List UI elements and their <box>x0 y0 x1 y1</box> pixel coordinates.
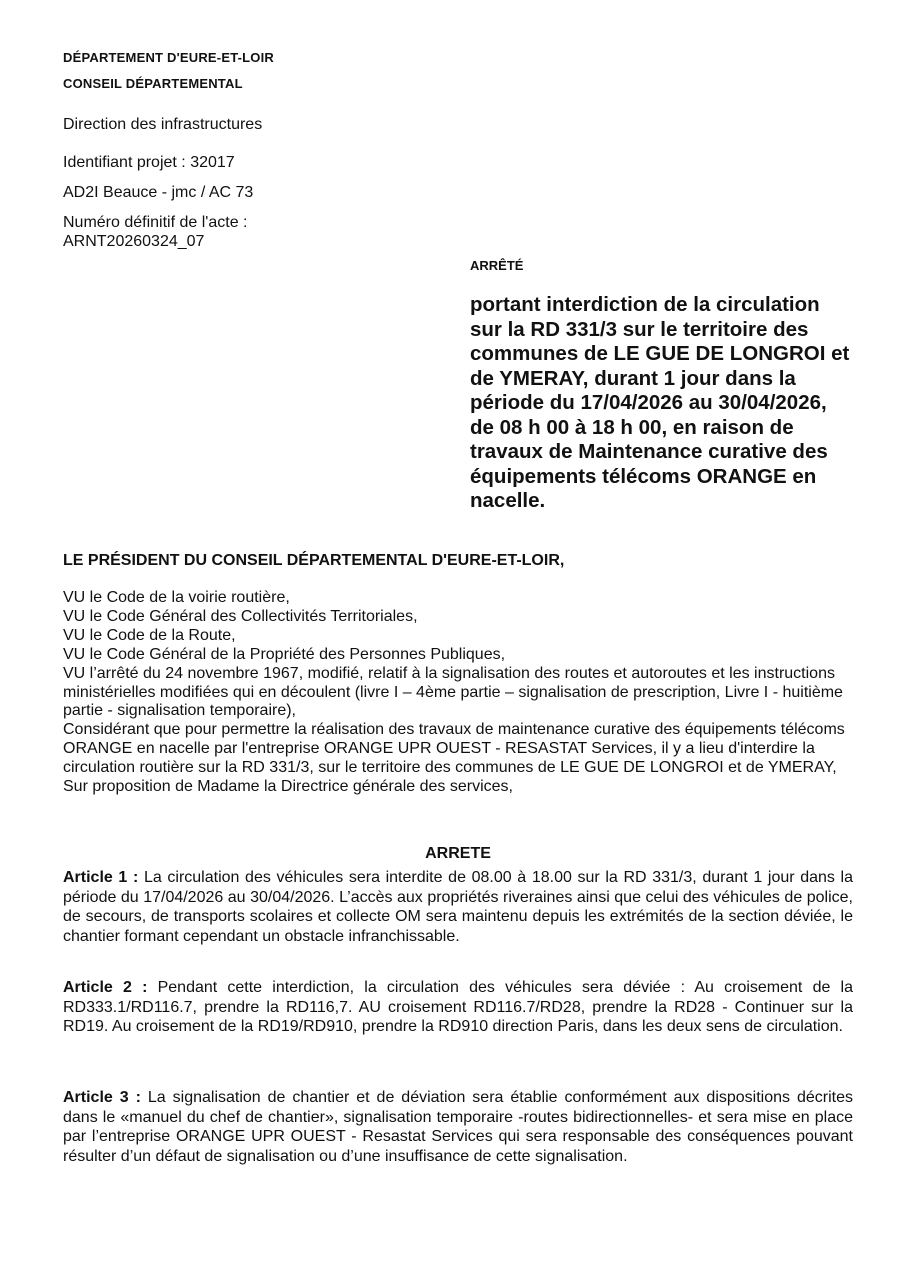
direction-name: Direction des infrastructures <box>63 116 263 133</box>
visas-list <box>63 589 853 797</box>
decree-label: ARRÊTÉ <box>470 258 524 273</box>
article-1 <box>63 868 853 946</box>
article-3 <box>63 1088 853 1166</box>
council-name: CONSEIL DÉPARTEMENTAL <box>63 76 243 91</box>
visa-item: VU le Code de la Route, <box>63 626 236 644</box>
visa-item: VU le Code Général de la Propriété des Personnes Publiques, <box>63 645 506 663</box>
visa-item: Considérant que pour permettre la réalisation des travaux de maintenance curative des équipements télécoms ORANGE en nacelle par l'entreprise ORANGE UPR OUEST - RESASTAT Services, il y a lieu d'interdire la circulation routière sur la RD 331/3, sur le territoire des communes de LE GUE DE LONGROI et de YMERAY, <box>63 721 845 777</box>
article-text: La signalisation de chantier et de déviation sera établie conformément aux dispositions décrites dans le «manuel du chef de chantier», signalisation temporaire -routes bidirectionnelles- et sera mise en place par l’entreprise ORANGE UPR OUEST - Resastat Services qui sera responsable des conséquences pouvant résulter d’un défaut de signalisation ou d’une insuffisance de cette signalisation. <box>63 1089 854 1165</box>
article-label: Article 3 : <box>63 1089 141 1106</box>
act-number: ARNT20260324_07 <box>63 233 205 250</box>
project-identifier: Identifiant projet : 32017 <box>63 154 235 171</box>
arrete-heading: ARRETE <box>425 845 491 862</box>
act-number-label: Numéro définitif de l'acte : <box>63 214 248 231</box>
act-number-block <box>63 213 423 251</box>
visa-item: VU l’arrêté du 24 novembre 1967, modifié, relatif à la signalisation des routes et autoroutes et les instructions ministérielles modifiées qui en découlent (livre I – 4ème partie – signalisation de prescription, Livre I - huitième partie - signalisation temporaire), <box>63 664 843 720</box>
article-label: Article 2 : <box>63 979 148 996</box>
article-text: La circulation des véhicules sera interdite de 08.00 à 18.00 sur la RD 331/3, durant 1 jour dans la période du 17/04/2026 au 30/04/2026. L’accès aux propriétés riveraines ainsi que celui des véhicules de police, de secours, de transports scolaires et collecte OM sera maintenu depuis les extrémités de la section déviée, le chantier formant cependant un obstacle infranchissable. <box>63 869 853 945</box>
decree-title: portant interdiction de la circulation sur la RD 331/3 sur le territoire des communes de LE GUE DE LONGROI et de YMERAY, durant 1 jour dans la période du 17/04/2026 au 30/04/2026, de 08 h 00 à 18 h 00, en raison de travaux de Maintenance curative des équipements télécoms ORANGE en nacelle. <box>470 293 850 512</box>
article-2 <box>63 978 853 1037</box>
president-heading: LE PRÉSIDENT DU CONSEIL DÉPARTEMENTAL D'EURE-ET-LOIR, <box>63 552 565 569</box>
visa-item: VU le Code Général des Collectivités Territoriales, <box>63 607 418 625</box>
office-reference: AD2I Beauce - jmc / AC 73 <box>63 184 254 201</box>
department-name: DÉPARTEMENT D'EURE-ET-LOIR <box>63 50 274 65</box>
article-label: Article 1 : <box>63 869 139 886</box>
article-text: Pendant cette interdiction, la circulation des véhicules sera déviée : Au croisement de la RD333.1/RD116.7, prendre la RD116,7. AU croisement RD116.7/RD28, prendre la RD28 - Continuer sur la RD19. Au croisement de la RD19/RD910, prendre la RD910 direction Paris, dans les deux sens de circulation. <box>63 979 854 1036</box>
visa-item: Sur proposition de Madame la Directrice générale des services, <box>63 778 513 796</box>
visa-item: VU le Code de la voirie routière, <box>63 589 290 606</box>
